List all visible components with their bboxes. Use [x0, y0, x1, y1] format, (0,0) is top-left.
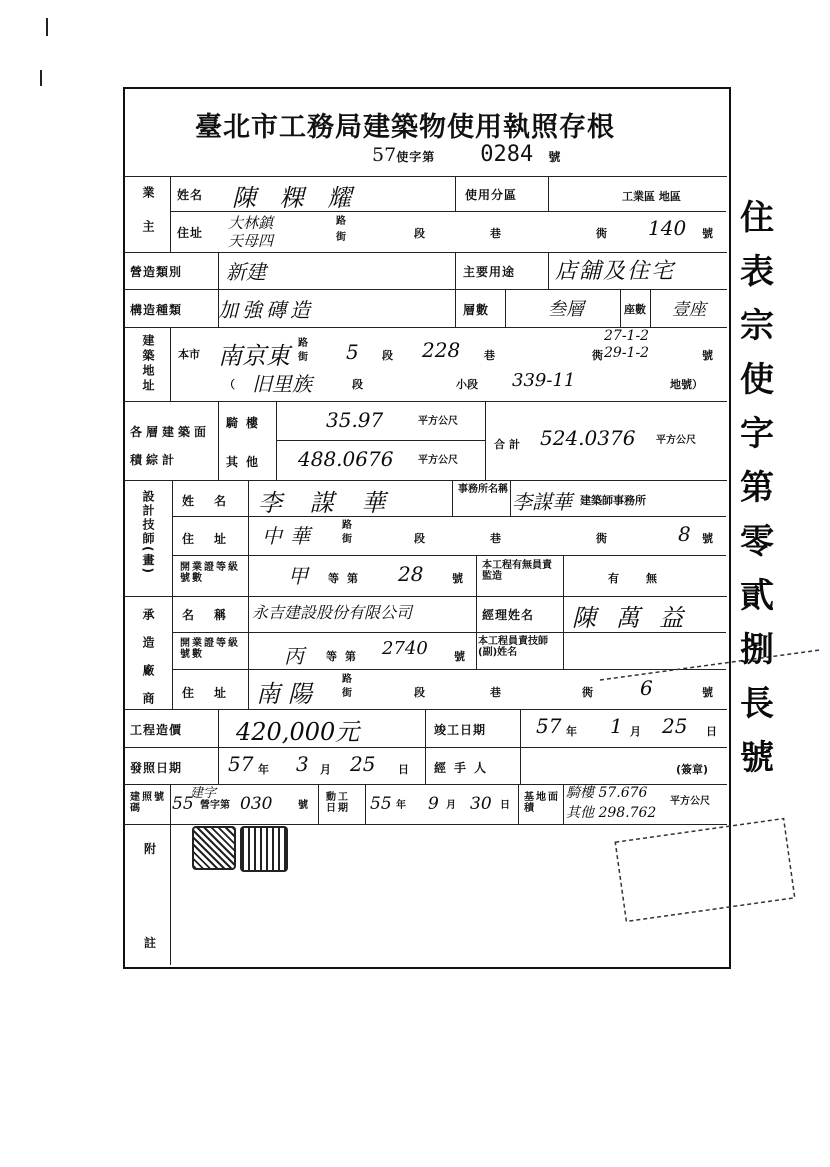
row-divider	[276, 440, 485, 441]
contractor-cert-no-suffix: 號	[454, 650, 465, 663]
col-divider	[452, 480, 453, 516]
designer-no: 號	[702, 532, 713, 545]
arcade-value: 35.97	[326, 408, 384, 432]
col-divider	[425, 709, 426, 747]
col-divider	[476, 596, 477, 669]
site-city: 本市	[178, 348, 200, 361]
col-divider	[505, 289, 506, 327]
site-sec-no: 5	[346, 340, 359, 364]
site-alley: 衖	[592, 349, 603, 362]
owner-address-street: 街	[336, 232, 346, 243]
designer-name-value: 李 謀 華	[258, 489, 396, 517]
col-divider	[425, 747, 426, 784]
main-use-label: 主要用途	[463, 265, 516, 279]
site-lane: 巷	[484, 349, 495, 362]
col-divider	[520, 709, 521, 747]
permit-label: 建照號碼	[130, 792, 166, 814]
office-name-label: 事務所名稱	[458, 484, 508, 495]
remarks-label-1: 附	[144, 842, 158, 856]
completion-month-unit: 月	[630, 725, 641, 738]
owner-address-lane: 巷	[490, 227, 501, 240]
seal-stamp	[240, 826, 288, 872]
zone-value: 工業區 地區	[622, 190, 681, 203]
site-street: 街	[298, 352, 308, 363]
row-divider	[124, 289, 727, 290]
supervise-value: 有 無	[608, 572, 665, 585]
contractor-street: 街	[342, 688, 352, 699]
seal-stamp	[192, 826, 236, 870]
base-hw-1: 騎樓 57.676	[566, 785, 648, 801]
margin-char: 字	[740, 414, 774, 454]
main-use-value: 店舖及住宅	[555, 259, 676, 284]
site-lot-prefix: （	[224, 378, 235, 391]
start-label: 動工日期	[326, 792, 350, 814]
issue-day-unit: 日	[398, 763, 409, 776]
col-divider	[563, 555, 564, 596]
owner-address-road: 路	[336, 216, 346, 227]
designer-name-label: 姓名	[182, 494, 247, 508]
arcade-unit: 平方公尺	[418, 416, 458, 427]
issue-month: 3	[296, 752, 309, 776]
row-divider	[124, 252, 727, 253]
site-no: 號	[702, 349, 713, 362]
start-day-unit: 日	[500, 800, 510, 811]
col-divider	[170, 176, 171, 252]
issue-month-unit: 月	[320, 763, 331, 776]
total-label: 合計	[494, 438, 524, 451]
area-label: 各層建築面積綜計	[130, 425, 211, 467]
margin-char: 長	[740, 684, 774, 724]
structure-label: 構造種類	[130, 303, 183, 317]
col-divider	[510, 480, 511, 516]
contractor-name-value: 永吉建設股份有限公司	[252, 603, 413, 622]
floors-label: 層數	[463, 303, 490, 317]
row-divider	[172, 555, 726, 556]
col-divider	[650, 289, 651, 327]
other-label: 其他	[226, 455, 267, 469]
handler-label: 經手人	[434, 761, 495, 775]
margin-char: 住	[740, 198, 774, 238]
designer-lane: 巷	[490, 532, 501, 545]
margin-char: 號	[740, 738, 774, 778]
contractor-address-number: 6	[640, 676, 653, 700]
site-label: 建築地址	[141, 334, 155, 394]
site-lot-suffix: 地號）	[670, 378, 703, 391]
permit-number: 030	[240, 794, 273, 814]
owner-address-number: 140	[648, 216, 687, 240]
margin-char: 第	[740, 468, 774, 508]
designer-address-label: 住址	[182, 532, 247, 546]
license-number-line	[372, 142, 561, 167]
col-divider	[170, 327, 171, 401]
scan-edge-mark	[40, 70, 42, 86]
designer-address-hw: 中華	[262, 524, 318, 548]
total-value: 524.0376	[540, 426, 636, 450]
contractor-address-hw: 南陽	[256, 680, 320, 708]
designer-road: 路	[342, 520, 352, 531]
col-divider	[276, 401, 277, 480]
construction-type-label: 營造類別	[130, 265, 183, 279]
designer-cert-no: 28	[398, 562, 424, 586]
col-divider	[518, 784, 519, 824]
page-title: 臺北市工務局建築物使用執照存根	[195, 112, 615, 143]
col-divider	[455, 252, 456, 327]
designer-alley: 衖	[596, 532, 607, 545]
base-unit: 平方公尺	[670, 796, 710, 807]
owner-address-sec: 段	[414, 227, 425, 240]
license-label: 使字第	[396, 150, 436, 164]
start-month: 9	[428, 794, 439, 814]
owner-address-label: 住址	[177, 226, 204, 240]
completion-year: 57	[536, 714, 562, 738]
completion-year-unit: 年	[566, 725, 577, 738]
remarks-label-2: 註	[144, 936, 158, 950]
owner-address-no-suffix: 號	[702, 227, 713, 240]
col-divider	[548, 252, 549, 289]
designer-cert-label: 開業證等級號數	[180, 562, 240, 584]
completion-day-unit: 日	[706, 725, 717, 738]
row-divider	[124, 480, 727, 481]
issue-year-unit: 年	[258, 763, 269, 776]
col-divider	[248, 480, 249, 709]
designer-label: 設計技師(畫)	[141, 490, 155, 575]
col-divider	[620, 289, 621, 327]
contractor-cert-text: 等第	[326, 650, 364, 663]
site-alley-nums-1: 27-1-2	[604, 328, 650, 344]
construction-type-value: 新建	[226, 260, 266, 284]
contractor-cert-label: 開業證等級號數	[180, 638, 240, 660]
margin-char: 貳	[740, 576, 774, 616]
site-road-hw: 南京東	[218, 342, 290, 370]
site-alley-nums-2: 29-1-2	[604, 345, 650, 361]
completion-month: 1	[610, 714, 623, 738]
contractor-label: 承造廠商	[141, 608, 155, 720]
total-unit: 平方公尺	[656, 435, 696, 446]
col-divider	[520, 747, 521, 784]
zone-label: 使用分區	[465, 188, 518, 202]
designer-cert-class: 甲	[288, 564, 308, 588]
col-divider	[218, 709, 219, 784]
start-year-unit: 年	[396, 800, 406, 811]
contractor-address-label: 住址	[182, 686, 247, 700]
contractor-alley: 衖	[582, 686, 593, 699]
row-divider	[124, 401, 727, 402]
count-label: 座數	[624, 303, 646, 316]
contractor-road: 路	[342, 674, 352, 685]
office-suffix: 建築師事務所	[580, 494, 646, 507]
contractor-cert-class: 丙	[284, 644, 304, 668]
site-lot-number: 339-11	[512, 370, 576, 391]
designer-address-number: 8	[678, 522, 691, 546]
count-value: 壹座	[672, 300, 706, 320]
base-hw-2: 其他 298.762	[566, 805, 657, 821]
other-unit: 平方公尺	[418, 455, 458, 466]
designer-cert-no-suffix: 號	[452, 572, 463, 585]
contractor-lane: 巷	[490, 686, 501, 699]
manager-value: 陳 萬 益	[572, 604, 690, 632]
margin-char: 使	[740, 360, 774, 400]
owner-address-alley: 衖	[596, 227, 607, 240]
margin-column	[740, 190, 810, 784]
row-divider	[172, 516, 726, 517]
permit-year: 55	[172, 794, 194, 814]
margin-char: 零	[740, 522, 774, 562]
license-year: 57	[372, 144, 397, 166]
col-divider	[170, 784, 171, 965]
col-divider	[365, 784, 366, 824]
license-number: 0284	[480, 142, 534, 167]
contractor-cert-no: 2740	[382, 638, 428, 659]
col-divider	[485, 401, 486, 480]
site-lane-no: 228	[422, 338, 461, 362]
site-sec: 段	[382, 349, 393, 362]
license-suffix: 號	[548, 150, 562, 164]
manager-label: 經理姓名	[482, 608, 535, 622]
other-value: 488.0676	[298, 447, 394, 471]
margin-char: 表	[740, 252, 774, 292]
supervise-label: 本工程有無員責監造	[482, 560, 552, 582]
owner-name-label: 姓名	[177, 188, 204, 202]
start-year: 55	[370, 794, 392, 814]
permit-note: 建字	[190, 786, 217, 801]
col-divider	[318, 784, 319, 824]
site-lot-sec: 段	[352, 378, 363, 391]
permit-prefix: 營字第	[200, 800, 230, 811]
structure-value: 加強磚造	[218, 298, 314, 322]
col-divider	[172, 480, 173, 709]
col-divider	[563, 596, 564, 669]
handler-sign: (簽章)	[676, 763, 709, 776]
permit-suffix: 號	[298, 800, 308, 811]
start-month-unit: 月	[446, 800, 456, 811]
completion-day: 25	[662, 714, 688, 738]
designer-street: 街	[342, 534, 352, 545]
cost-label: 工程造價	[130, 723, 183, 737]
completion-label: 竣工日期	[434, 723, 487, 737]
start-day: 30	[470, 794, 492, 814]
arcade-label: 騎樓	[226, 416, 267, 430]
row-divider	[124, 176, 727, 177]
contractor-name-label: 名稱	[182, 608, 247, 622]
col-divider	[563, 784, 564, 824]
scan-edge-mark	[46, 18, 48, 36]
floors-value: 叁層	[548, 299, 584, 320]
issue-day: 25	[350, 752, 376, 776]
tech-label: 本工程員責技師(副)姓名	[478, 636, 548, 658]
site-road: 路	[298, 338, 308, 349]
owner-name-value: 陳 粿 耀	[232, 184, 360, 212]
office-name-value: 李謀華	[512, 490, 572, 514]
designer-cert-text: 等第	[328, 572, 366, 585]
issue-year: 57	[228, 752, 254, 776]
base-label: 基地面積	[524, 792, 560, 814]
site-lot-hw: 旧里族	[252, 372, 312, 396]
designer-sec: 段	[414, 532, 425, 545]
col-divider	[455, 176, 456, 211]
margin-char: 捌	[740, 630, 774, 670]
site-sub-sec: 小段	[456, 378, 478, 391]
owner-address-hw-1: 大林鎮	[228, 214, 274, 232]
col-divider	[548, 176, 549, 211]
cost-value: 420,000元	[236, 718, 360, 746]
owner-address-hw-2: 天母四	[228, 232, 274, 250]
row-divider	[124, 596, 727, 597]
margin-char: 宗	[740, 306, 774, 346]
col-divider	[218, 401, 219, 480]
contractor-no: 號	[702, 686, 713, 699]
contractor-sec: 段	[414, 686, 425, 699]
issue-label: 發照日期	[130, 761, 183, 775]
owner-section-label: 業主	[141, 186, 155, 254]
col-divider	[476, 555, 477, 596]
